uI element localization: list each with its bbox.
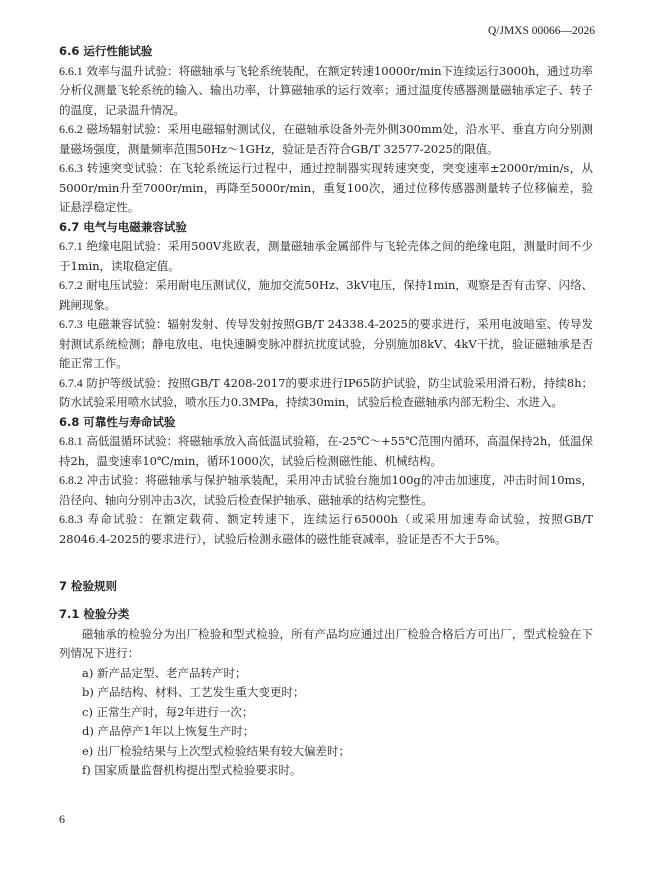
- clause-6-8-1: [59, 432, 593, 471]
- clause-text: 磁场辐射试验：采用电磁辐射测试仪，在磁轴承设备外壳外侧300mm处，沿水平、垂直方向分别测量磁场强度，测量频率范围50Hz～1GHz，验证是否符合GB/T 32577-2025的限值。: [59, 122, 593, 156]
- clause-number: 6.6.3: [59, 161, 83, 175]
- clause-text: 冲击试验：将磁轴承与保护轴承装配，采用冲击试验台施加100g的冲击加速度，冲击时间10ms，沿径向、轴向分别冲击3次，试验后检查保护轴承、磁轴承的结构完整性。: [59, 473, 593, 507]
- clause-number: 6.6.2: [59, 122, 83, 136]
- clause-number: 6.7.4: [59, 375, 83, 390]
- clause-6-6-1: [59, 62, 593, 121]
- clause-6-6-3: [59, 159, 593, 218]
- clause-6-7-2: [59, 276, 593, 315]
- clause-number: 6.7.3: [59, 317, 83, 331]
- list-item: e) 出厂检验结果与上次型式检验结果有较大偏差时；: [82, 743, 350, 758]
- section-heading-6-7: 6.7 电气与电磁兼容试验: [59, 219, 187, 234]
- clause-text: 防护等级试验：按照GB/T 4208-2017的要求进行IP65防护试验，防尘试验采用滑石粉，持续8h；防水试验采用喷水试验，喷水压力0.3MPa，持续30min，试验后检查磁轴承内部无粉尘、水进入。: [59, 375, 593, 409]
- type-test-conditions-list: [59, 664, 593, 781]
- clause-6-7-4: [59, 374, 593, 413]
- chapter-heading-7: 7 检验规则: [59, 579, 118, 593]
- list-item: b) 产品结构、材料、工艺发生重大变更时；: [82, 685, 305, 699]
- list-item: f) 国家质量监督机构提出型式检验要求时。: [82, 763, 302, 777]
- clause-number: 6.8.1: [59, 434, 83, 448]
- list-item: a) 新产品定型、老产品转产时；: [82, 665, 247, 680]
- page-number: 6: [59, 812, 65, 826]
- document-number: Q/JMXS 00066—2026: [487, 25, 595, 37]
- clause-number: 6.8.3: [59, 512, 83, 526]
- inspection-intro: 磁轴承的检验分为出厂检验和型式检验，所有产品均应通过出厂检验合格后方可出厂，型式检验在下列情况下进行：: [59, 626, 593, 660]
- clause-number: 6.6.1: [59, 63, 83, 78]
- clause-text: 绝缘电阻试验：采用500V兆欧表，测量磁轴承金属部件与飞轮壳体之间的绝缘电阻，测量时间不少于1min，读取稳定值。: [59, 239, 593, 273]
- page-content: [59, 42, 593, 781]
- clause-number: 6.8.2: [59, 473, 83, 487]
- clause-number: 6.7.2: [59, 278, 83, 292]
- clause-text: 高低温循环试验：将磁轴承放入高低温试验箱，在-25℃～+55℃范围内循环，高温保持2h，低温保持2h，温变速率10℃/min，循环1000次，试验后检测磁性能、机械结构。: [59, 434, 594, 468]
- list-item: d) 产品停产1年以上恢复生产时；: [82, 724, 255, 738]
- clause-6-8-3: [59, 510, 593, 549]
- clause-6-8-2: [59, 471, 593, 510]
- clause-text: 寿命试验：在额定载荷、额定转速下，连续运行65000h（或采用加速寿命试验，按照GB/T 28046.4-2025的要求进行），试验后检测永磁体的磁性能衰减率，验证是否不大于5%。: [59, 512, 594, 546]
- clause-6-7-1: [59, 237, 593, 276]
- clause-text: 耐电压试验：采用耐电压测试仪，施加交流50Hz、3kV电压，保持1min，观察是否有击穿、闪络、跳闸现象。: [59, 278, 594, 312]
- clause-text: 电磁兼容试验：辐射发射、传导发射按照GB/T 24338.4-2025的要求进行，采用电波暗室、传导发射测试系统检测；静电放电、电快速瞬变脉冲群抗扰度试验，分别施加8kV、4kV干扰，验证磁轴承是否能正常工作。: [59, 317, 593, 370]
- section-heading-6-6: 6.6 运行性能试验: [59, 44, 153, 58]
- clause-6-7-3: [59, 315, 593, 374]
- clause-text: 效率与温升试验：将磁轴承与飞轮系统装配，在额定转速10000r/min下连续运行3000h，通过功率分析仪测量飞轮系统的输入、输出功率，计算磁轴承的运行效率；通过温度传感器测量磁轴承定子、转子的温度，记录温升情况。: [59, 63, 593, 117]
- clause-number: 6.7.1: [59, 239, 83, 253]
- section-heading-6-8: 6.8 可靠性与寿命试验: [59, 414, 176, 429]
- clause-text: 转速突变试验：在飞轮系统运行过程中，通过控制器实现转速突变，突变速率±2000r/min/s，从5000r/min升至7000r/min，再降至5000r/min，重复100次，通过位移传感器测量转子位移偏差，验证悬浮稳定性。: [59, 161, 593, 214]
- section-heading-7-1: 7.1 检验分类: [59, 607, 130, 621]
- list-item: c) 正常生产时，每2年进行一次；: [82, 704, 254, 719]
- clause-6-6-2: [59, 120, 593, 159]
